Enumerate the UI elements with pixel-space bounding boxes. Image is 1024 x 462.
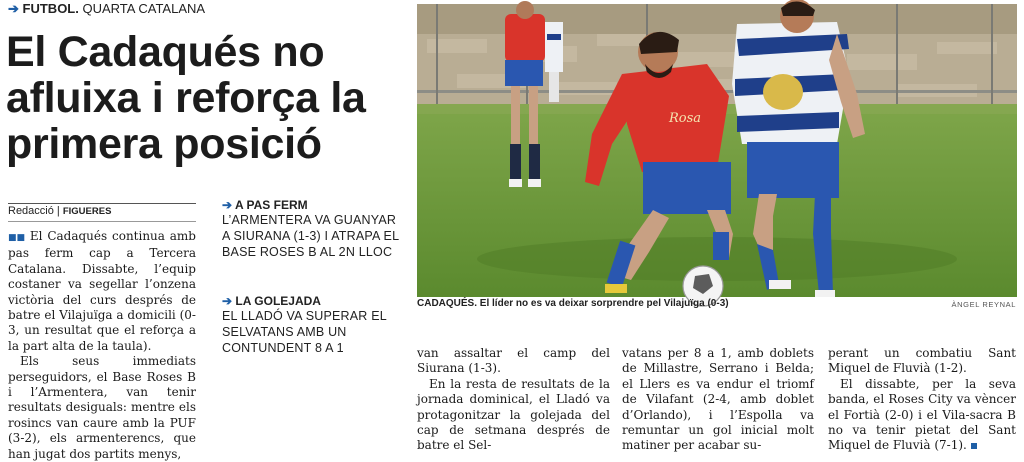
arrow-right-icon: ➔ [222, 294, 233, 308]
byline-separator: | [56, 205, 63, 217]
photo-caption [417, 298, 1017, 309]
section-name: FUTBOL. [22, 1, 79, 16]
article-paragraph: perant un combatiu Sant Miquel de Fluvià (1-2). [828, 346, 1016, 376]
caption-text: El líder no es va deixar sorprendre pel Vilajuïga (0-3) [479, 298, 729, 309]
article-lead-paragraph [8, 229, 196, 354]
sidebar-tag-label: LA GOLEJADA [235, 294, 321, 308]
sidebar-tag-label: A PAS FERM [234, 198, 308, 212]
square-end-icon [971, 443, 977, 449]
sidebar-highlight-2 [222, 294, 402, 356]
caption-lead: CADAQUÉS. [417, 298, 478, 309]
headline [6, 29, 406, 167]
subsection-name: QUARTA CATALANA [82, 1, 206, 16]
sidebar-tag [222, 294, 402, 308]
headline-line-1: El Cadaqués no [6, 28, 325, 76]
article-paragraph: Els seus immediats perseguidors, el Base Roses B i l’Armentera, van tenir resultats desiguals: mentre els rosincs van caure amb la PUF (3-2), els armenterencs, que han jugat dos partits menys, [8, 354, 196, 461]
sidebar-text: EL LLADÓ VA SUPERAR EL SELVATANS AMB UN CONTUNDENT 8 A 1 [222, 309, 387, 355]
square-bullets-icon: ■■ [8, 233, 26, 243]
article-column-1 [8, 229, 196, 462]
photo-credit: ÀNGEL REYNAL [951, 300, 1016, 309]
arrow-right-icon: ➔ [8, 1, 19, 16]
arrow-right-icon: ➔ [222, 198, 233, 212]
svg-text:Rosa: Rosa [669, 111, 702, 126]
article-paragraph: vatans per 8 a 1, amb doblets de Millastre, Serrano i Belda; el Llers es va endur el triomf de Vilafant (2-4, amb doblet d’Orlando), i l’Espolla va remuntar un gol inicial molt matiner per acabar su- [622, 346, 814, 453]
article-column-5 [828, 346, 1016, 454]
byline-author: Redacció [8, 205, 54, 217]
article-final-paragraph [828, 377, 1016, 454]
sidebar-text: L’ARMENTERA VA GUANYAR A SIURANA (1-3) I ATRAPA EL BASE ROSES B AL 2N LLOC [222, 213, 399, 259]
match-photo [417, 4, 1017, 297]
article-final-text: El dissabte, per la seva banda, el Roses City va vèncer el Fortià (2-0) i el Vila-sacra B no va tenir pietat del Sant Miquel de Fluvià (7-1). [828, 376, 1016, 453]
headline-line-2: afluixa i reforça la [6, 74, 366, 122]
sidebar-tag [222, 198, 402, 212]
sidebar-highlight-1 [222, 198, 402, 260]
article-paragraph: En la resta de resultats de la jornada dominical, el Lladó va protagonitzar la golejada del cap de setmana després de batre el Sel- [417, 376, 610, 453]
article-column-3 [417, 346, 610, 454]
article-paragraph: van assaltar el camp del Siurana (1-3). [417, 346, 610, 376]
article-lead-text: El Cadaqués continua amb pas ferm cap a Tercera Catalana. Dissabte, l’equip costaner va segellar l’onzena victòria del curs després de batre el Vilajuïga a domicili (0-3, un resultat que el reforça a la part alta de la taula). [8, 229, 196, 353]
article-column-4 [622, 346, 814, 454]
headline-line-3: primera posició [6, 120, 322, 168]
byline-place: FIGUERES [62, 206, 112, 217]
byline [8, 203, 196, 222]
section-kicker [8, 1, 205, 17]
